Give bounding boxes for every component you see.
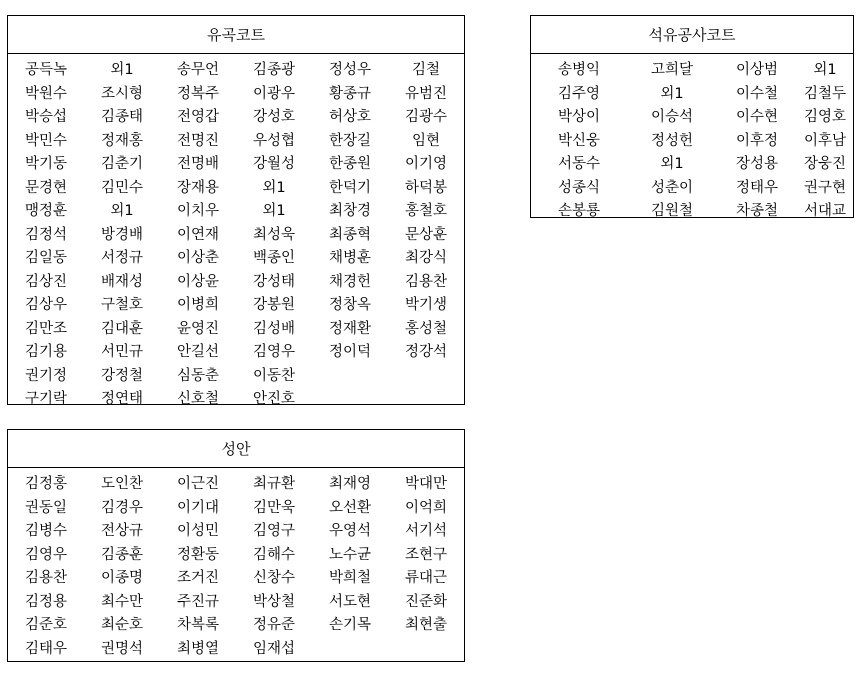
name-cell: 한종원 (328, 156, 372, 172)
table-row (8, 638, 464, 662)
name-cell (388, 638, 464, 662)
name-cell: 전명진 (176, 132, 220, 149)
table-row (531, 200, 853, 224)
name-cell: 박상철 (252, 593, 296, 610)
name-cell: 박승섭 (24, 109, 68, 125)
name-cell: 서동수 (557, 156, 601, 172)
name-cell: 박희철 (328, 570, 372, 586)
name-cell: 외1 (110, 62, 134, 78)
name-cell: 권동일 (24, 499, 68, 516)
name-cell: 이상춘 (176, 250, 220, 266)
table-row (8, 473, 464, 497)
name-cell: 김정홍 (24, 476, 68, 492)
name-cell: 성춘이 (650, 179, 694, 196)
name-cell: 임재섭 (252, 640, 296, 657)
name-cell: 신창수 (252, 570, 296, 586)
name-cell: 심동춘 (176, 367, 220, 384)
name-cell (312, 365, 388, 389)
name-cell: 김철 (411, 62, 440, 78)
name-cell: 최규환 (252, 476, 296, 492)
name-cell: 김영우 (24, 546, 68, 563)
name-cell: 이수철 (735, 85, 779, 102)
name-cell: 허상호 (328, 109, 372, 125)
name-cell: 최재영 (328, 476, 372, 492)
name-cell: 김병수 (24, 523, 68, 539)
table-row (8, 294, 464, 318)
table-row (8, 591, 464, 615)
name-cell: 김준호 (24, 617, 68, 633)
name-cell: 최성욱 (252, 226, 296, 243)
table-row (8, 106, 464, 130)
table-row (8, 130, 464, 154)
name-cell: 이후정 (735, 132, 779, 149)
name-cell (388, 388, 464, 412)
name-cell: 김춘기 (100, 156, 144, 172)
name-cell: 홍철호 (404, 203, 448, 219)
name-cell: 박대만 (404, 476, 448, 492)
name-cell: 차종철 (735, 203, 779, 219)
name-cell: 이성민 (176, 523, 220, 539)
name-cell: 안진호 (252, 391, 296, 407)
name-cell: 김해수 (252, 546, 296, 563)
name-cell: 김일동 (24, 250, 68, 266)
name-cell: 권명석 (100, 640, 144, 657)
name-cell: 진준화 (404, 593, 448, 610)
name-cell: 방경배 (100, 226, 144, 243)
name-cell: 노수균 (328, 546, 372, 563)
name-cell: 서기석 (404, 523, 448, 539)
name-cell: 우성협 (252, 132, 296, 149)
name-cell: 조시형 (100, 85, 144, 102)
name-cell: 정연태 (100, 391, 144, 407)
name-cell: 정강석 (404, 344, 448, 360)
name-cell: 김민수 (100, 179, 144, 196)
table-row (8, 388, 464, 412)
name-cell: 최강식 (404, 250, 448, 266)
table-row (8, 200, 464, 224)
name-cell: 김영우 (252, 344, 296, 360)
name-cell: 정유준 (252, 617, 296, 633)
name-cell: 김철두 (803, 85, 847, 102)
name-cell: 윤영진 (176, 320, 220, 337)
name-cell: 고희달 (650, 62, 694, 78)
name-cell: 서정규 (100, 250, 144, 266)
name-cell: 김경우 (100, 499, 144, 516)
name-cell: 서도현 (328, 593, 372, 610)
name-cell: 장웅진 (803, 156, 847, 172)
name-cell: 권구현 (803, 179, 847, 196)
name-cell: 서민규 (100, 344, 144, 360)
name-cell: 김태우 (24, 640, 68, 657)
name-cell: 장재용 (176, 179, 220, 196)
name-cell: 정재환 (328, 320, 372, 337)
name-cell: 김주영 (557, 85, 601, 102)
table-row (8, 59, 464, 83)
table-body (8, 468, 464, 661)
name-cell: 최수만 (100, 593, 144, 610)
table-row (531, 153, 853, 177)
name-cell: 이연재 (176, 226, 220, 243)
name-cell: 전상규 (100, 523, 144, 539)
table-row (8, 365, 464, 389)
name-cell: 김영호 (803, 109, 847, 125)
table-row (8, 520, 464, 544)
name-cell: 외1 (110, 203, 134, 219)
name-cell: 박기생 (404, 297, 448, 313)
table-row (8, 341, 464, 365)
name-cell: 이수현 (735, 109, 779, 125)
name-cell: 정이덕 (328, 344, 372, 360)
table-title: 성안 (8, 430, 464, 468)
name-cell: 하덕봉 (404, 179, 448, 196)
table-row (531, 59, 853, 83)
name-cell: 홍성철 (404, 320, 448, 337)
name-cell: 박원수 (24, 85, 68, 102)
table-row (8, 497, 464, 521)
name-cell: 임현 (411, 132, 440, 149)
name-cell: 박상이 (557, 109, 601, 125)
table-row (8, 177, 464, 201)
name-cell: 최창경 (328, 203, 372, 219)
name-cell: 김정석 (24, 226, 68, 243)
name-cell: 도인찬 (100, 476, 144, 492)
name-cell: 채병훈 (328, 250, 372, 266)
name-cell: 김원철 (650, 203, 694, 219)
name-cell: 외1 (262, 179, 286, 196)
name-cell: 배재성 (100, 273, 144, 290)
seongan-table (7, 429, 465, 662)
name-cell: 이광우 (252, 85, 296, 102)
name-cell: 정창옥 (328, 297, 372, 313)
name-cell: 이병희 (176, 297, 220, 313)
name-cell: 정복주 (176, 85, 220, 102)
table-row (8, 83, 464, 107)
table-row (8, 247, 464, 271)
name-cell: 오선환 (328, 499, 372, 516)
name-cell: 문상훈 (404, 226, 448, 243)
name-cell: 한장길 (328, 132, 372, 149)
name-cell: 황종규 (328, 85, 372, 102)
name-cell: 강봉원 (252, 297, 296, 313)
table-row (8, 271, 464, 295)
name-cell: 외1 (660, 85, 684, 102)
name-cell (388, 365, 464, 389)
name-cell: 김상진 (24, 273, 68, 290)
name-cell: 정성헌 (650, 132, 694, 149)
name-cell: 이상범 (735, 62, 779, 78)
name-cell: 구기락 (24, 391, 68, 407)
name-cell: 송병익 (557, 62, 601, 78)
name-cell: 이승석 (650, 109, 694, 125)
name-cell: 신호철 (176, 391, 220, 407)
table-row (8, 224, 464, 248)
name-cell: 이종명 (100, 570, 144, 586)
name-cell: 조거진 (176, 570, 220, 586)
name-cell: 맹정훈 (24, 203, 68, 219)
name-cell (312, 638, 388, 662)
table-row (531, 83, 853, 107)
name-cell: 전명배 (176, 156, 220, 172)
name-cell: 정성우 (328, 62, 372, 78)
table-row (8, 153, 464, 177)
name-cell: 박민수 (24, 132, 68, 149)
name-cell: 외1 (813, 62, 837, 78)
name-cell: 송무언 (176, 62, 220, 78)
name-cell: 최병열 (176, 640, 220, 657)
name-cell: 이기대 (176, 499, 220, 516)
name-cell: 백종인 (252, 250, 296, 266)
name-cell: 안길선 (176, 344, 220, 360)
name-cell: 김종태 (100, 109, 144, 125)
name-cell: 우영석 (328, 523, 372, 539)
name-cell: 이억희 (404, 499, 448, 516)
name-cell: 김기용 (24, 344, 68, 360)
name-cell: 공득녹 (24, 62, 68, 78)
name-cell: 김종훈 (100, 546, 144, 563)
name-cell: 강성호 (252, 109, 296, 125)
name-cell: 손봉룡 (557, 203, 601, 219)
name-cell: 김상우 (24, 297, 68, 313)
name-cell: 김만욱 (252, 499, 296, 516)
name-cell: 박기동 (24, 156, 68, 172)
name-cell: 전영갑 (176, 109, 220, 125)
table-row (531, 130, 853, 154)
name-cell: 최종혁 (328, 226, 372, 243)
name-cell: 조현구 (404, 546, 448, 563)
table-row (8, 544, 464, 568)
table-row (8, 567, 464, 591)
name-cell: 이후남 (803, 132, 847, 149)
name-cell: 김만조 (24, 320, 68, 337)
table-body (8, 54, 464, 412)
name-cell: 외1 (262, 203, 286, 219)
yugok-court-table (7, 15, 465, 405)
name-cell: 정환동 (176, 546, 220, 563)
name-cell: 구철호 (100, 297, 144, 313)
name-cell: 강월성 (252, 156, 296, 172)
table-body (531, 54, 853, 224)
name-cell: 채경헌 (328, 273, 372, 290)
name-cell: 최현출 (404, 617, 448, 633)
name-cell: 김영구 (252, 523, 296, 539)
table-row (8, 614, 464, 638)
name-cell: 한덕기 (328, 179, 372, 196)
name-cell: 강정철 (100, 367, 144, 384)
name-cell: 김용찬 (24, 570, 68, 586)
name-cell: 장성용 (735, 156, 779, 172)
name-cell: 외1 (660, 156, 684, 172)
name-cell: 정태우 (735, 179, 779, 196)
name-cell: 이동찬 (252, 367, 296, 384)
name-cell (312, 388, 388, 412)
name-cell: 김정용 (24, 593, 68, 610)
name-cell: 문경현 (24, 179, 68, 196)
name-cell: 서대교 (803, 203, 847, 219)
name-cell: 주진규 (176, 593, 220, 610)
name-cell: 김성배 (252, 320, 296, 337)
name-cell: 김광수 (404, 109, 448, 125)
table-title: 석유공사코트 (531, 16, 853, 54)
table-row (531, 106, 853, 130)
name-cell: 이기영 (404, 156, 448, 172)
name-cell: 권기정 (24, 367, 68, 384)
name-cell: 최순호 (100, 617, 144, 633)
name-cell: 김종광 (252, 62, 296, 78)
table-row (8, 318, 464, 342)
name-cell: 손기목 (328, 617, 372, 633)
name-cell: 이상윤 (176, 273, 220, 290)
name-cell: 유범진 (404, 85, 448, 102)
table-title: 유곡코트 (8, 16, 464, 54)
name-cell: 김용찬 (404, 273, 448, 290)
table-row (531, 177, 853, 201)
name-cell: 김대훈 (100, 320, 144, 337)
name-cell: 차복록 (176, 617, 220, 633)
name-cell: 박신웅 (557, 132, 601, 149)
name-cell: 강성태 (252, 273, 296, 290)
name-cell: 이치우 (176, 203, 220, 219)
name-cell: 성종식 (557, 179, 601, 196)
name-cell: 이근진 (176, 476, 220, 492)
seokyu-gongsa-court-table (530, 15, 854, 218)
name-cell: 류대근 (404, 570, 448, 586)
name-cell: 정재홍 (100, 132, 144, 149)
